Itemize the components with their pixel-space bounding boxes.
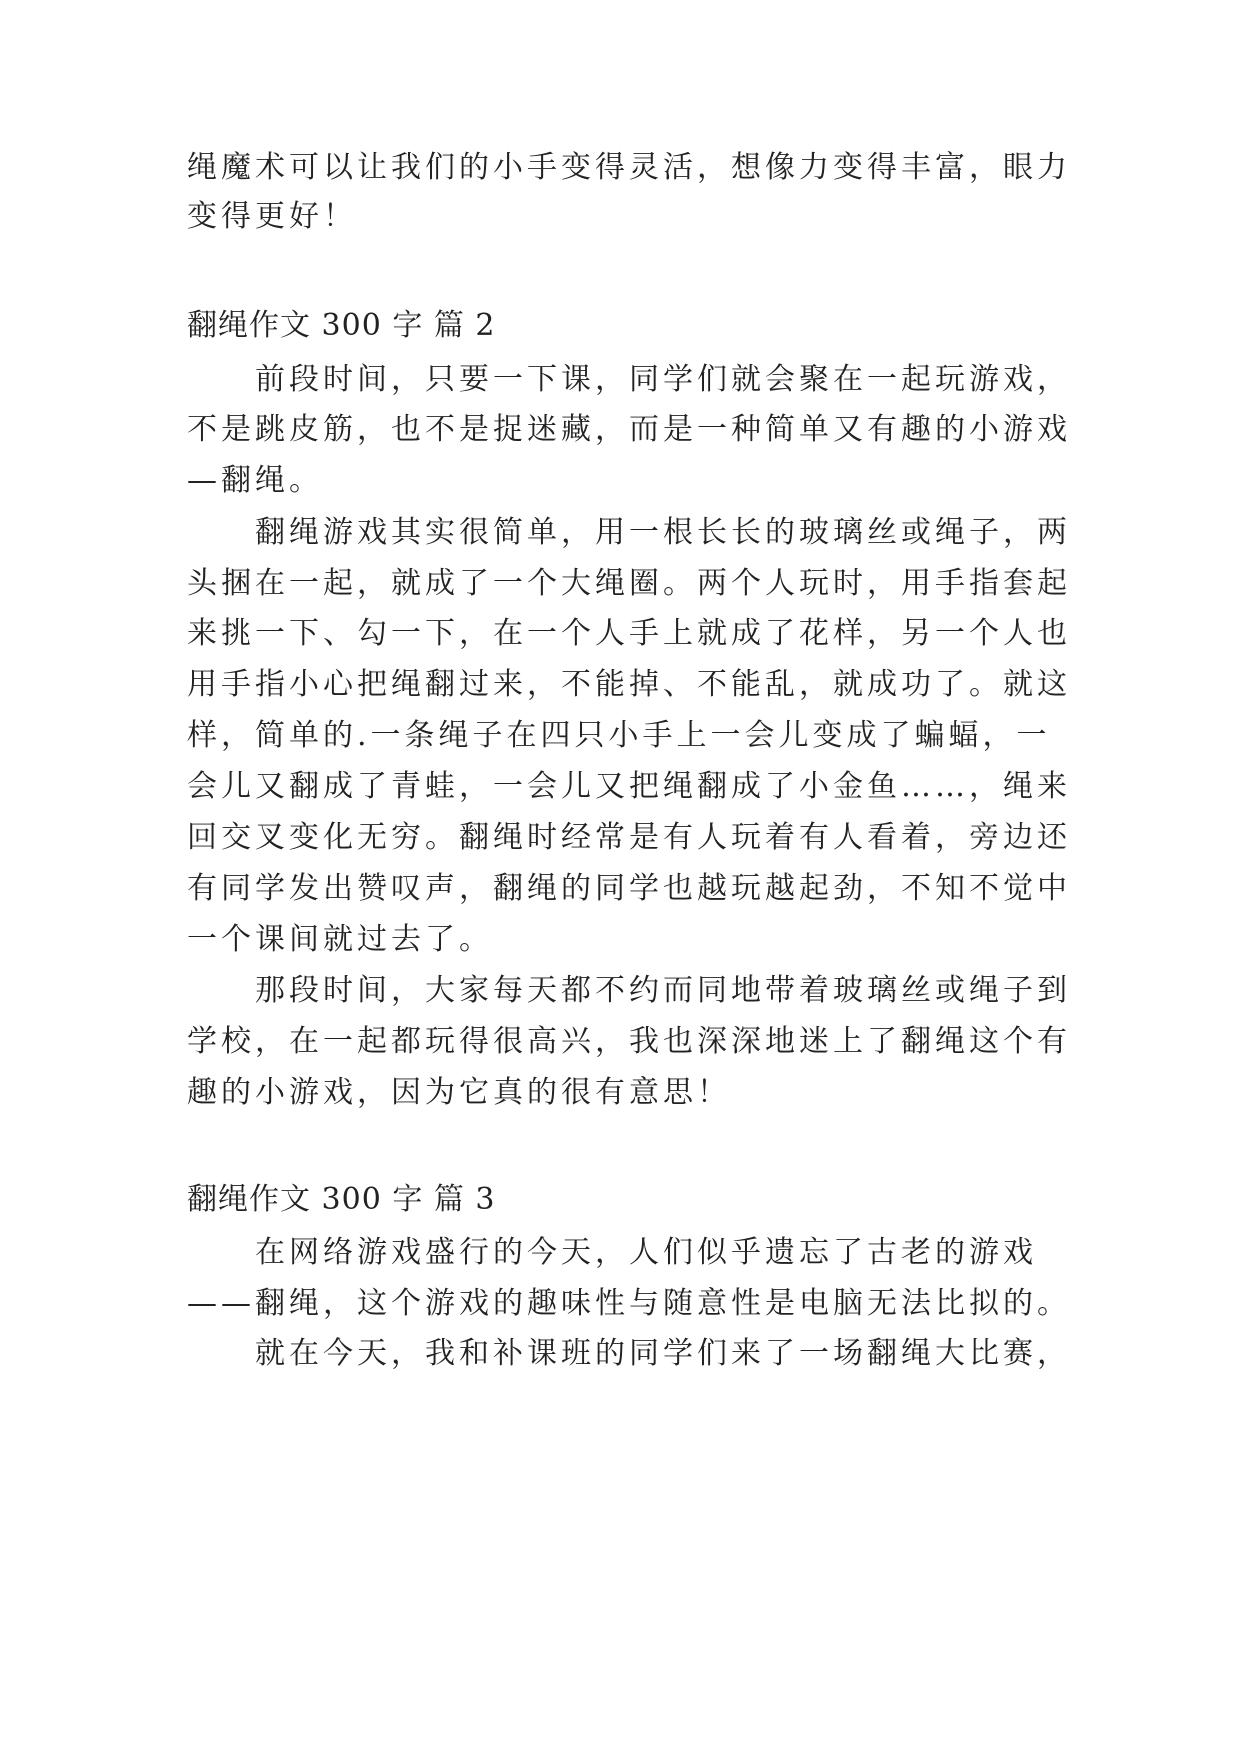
body-text-line: 翻绳游戏其实很简单，用一根长长的玻璃丝或绳子，两 bbox=[255, 515, 1071, 550]
body-text-line: 不是跳皮筋，也不是捉迷藏，而是一种简单又有趣的小游戏 bbox=[187, 412, 1071, 447]
body-text-line: 变得更好！ bbox=[187, 199, 357, 234]
body-text-line: 绳魔术可以让我们的小手变得灵活，想像力变得丰富，眼力 bbox=[187, 150, 1071, 185]
body-text-line: 样，简单的.一条绳子在四只小手上一会儿变成了蝙蝠，一 bbox=[187, 718, 1051, 753]
body-text-line: 头捆在一起，就成了一个大绳圈。两个人玩时，用手指套起 bbox=[187, 566, 1071, 601]
body-text-line: 回交叉变化无穷。翻绳时经常是有人玩着有人看着，旁边还 bbox=[187, 820, 1071, 855]
body-text-line: 那段时间，大家每天都不约而同地带着玻璃丝或绳子到 bbox=[255, 973, 1071, 1008]
body-text-line: 有同学发出赞叹声，翻绳的同学也越玩越起劲，不知不觉中 bbox=[187, 871, 1071, 906]
body-text-line: 在网络游戏盛行的今天，人们似乎遗忘了古老的游戏 bbox=[255, 1235, 1037, 1270]
body-text-line: 就在今天，我和补课班的同学们来了一场翻绳大比赛， bbox=[255, 1336, 1071, 1371]
body-text-line: 来挑一下、勾一下，在一个人手上就成了花样，另一个人也 bbox=[187, 616, 1071, 651]
body-text-line: 前段时间，只要一下课，同学们就会聚在一起玩游戏， bbox=[255, 362, 1071, 397]
body-text-line: 一个课间就过去了。 bbox=[187, 922, 493, 957]
body-text-line: 会儿又翻成了青蛙，一会儿又把绳翻成了小金鱼……，绳来 bbox=[187, 769, 1071, 804]
section-heading: 翻绳作文 300 字 篇 3 bbox=[187, 1182, 496, 1217]
body-text-line: 趣的小游戏，因为它真的很有意思！ bbox=[187, 1075, 731, 1110]
body-text-line: 用手指小心把绳翻过来，不能掉、不能乱，就成功了。就这 bbox=[187, 667, 1071, 702]
body-text-line: —翻绳。 bbox=[187, 463, 323, 498]
section-heading: 翻绳作文 300 字 篇 2 bbox=[187, 308, 496, 343]
body-text-line: ——翻绳，这个游戏的趣味性与随意性是电脑无法比拟的。 bbox=[187, 1286, 1071, 1321]
body-text-line: 学校，在一起都玩得很高兴，我也深深地迷上了翻绳这个有 bbox=[187, 1024, 1071, 1059]
